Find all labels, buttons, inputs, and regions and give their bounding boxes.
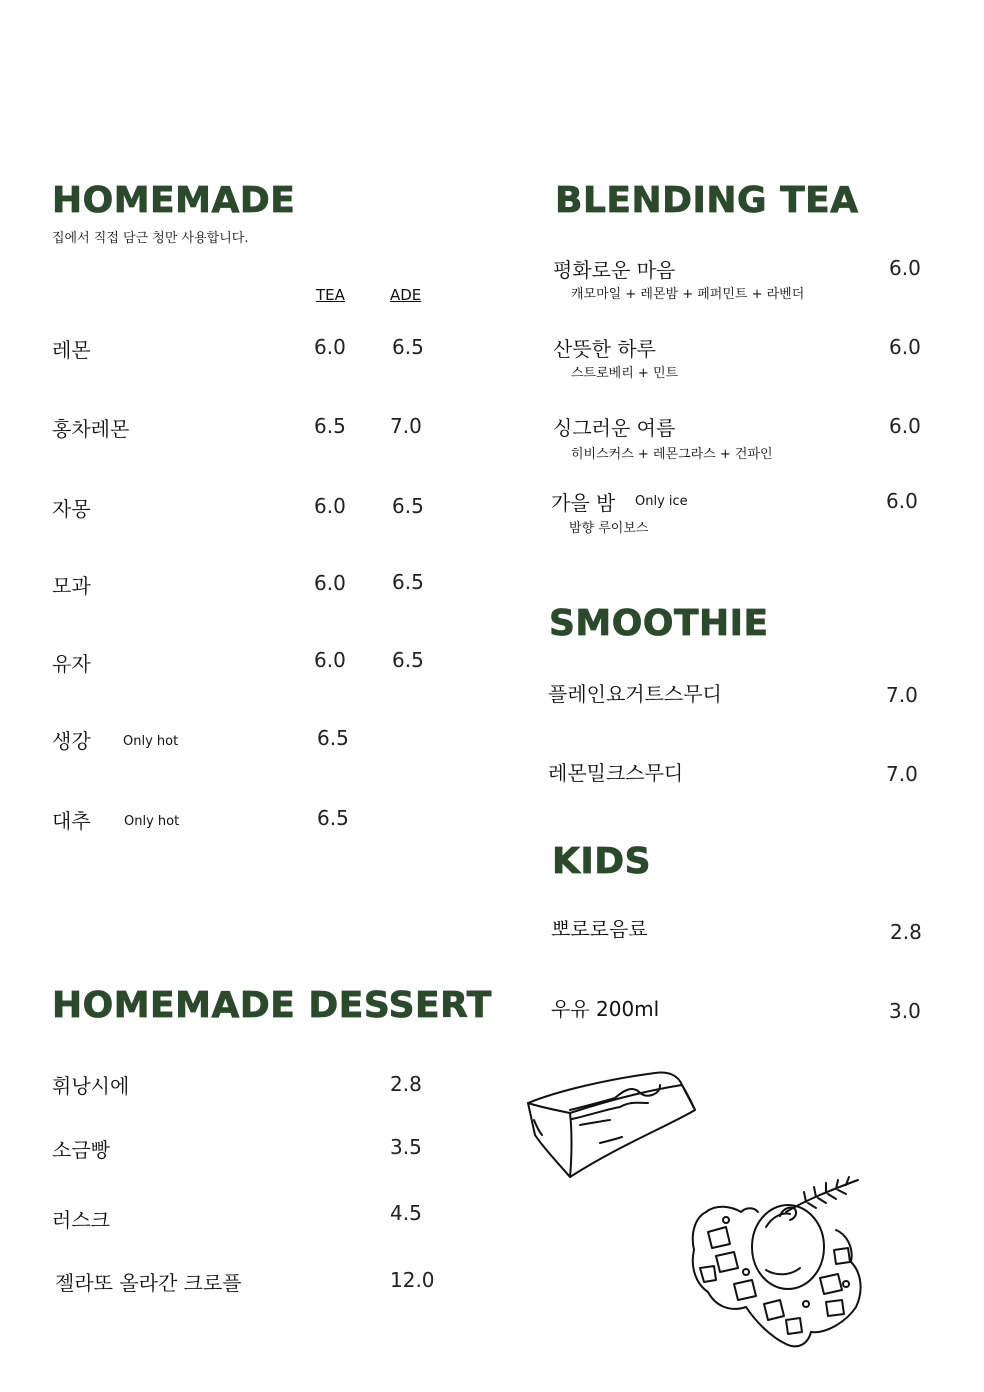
item-name: 유자 (52, 652, 91, 676)
ade-price: 6.5 (392, 494, 424, 518)
item-description: 밤향 루이보스 (569, 521, 649, 536)
item-name: 젤라또 올라간 크로플 (55, 1271, 242, 1295)
item-price: 6.0 (886, 489, 918, 513)
item-price: 3.0 (889, 999, 921, 1023)
item-price: 4.5 (390, 1201, 422, 1225)
item-price: 6.0 (889, 335, 921, 359)
item-price: 2.8 (890, 920, 922, 944)
item-name: 평화로운 마음 (553, 258, 676, 282)
only-hot-note: Only hot (123, 734, 179, 749)
item-price: 3.5 (390, 1135, 422, 1159)
item-price: 6.0 (889, 256, 921, 280)
tea-price: 6.5 (317, 806, 349, 830)
item-name: 우유 200ml (551, 997, 660, 1021)
blending-title: BLENDING TEA (555, 180, 859, 221)
item-name: 생강 (52, 729, 91, 753)
item-price: 7.0 (886, 683, 918, 707)
tea-column-header: TEA (316, 286, 345, 304)
item-name: 레몬 (52, 338, 91, 362)
smoothie-title: SMOOTHIE (549, 603, 769, 644)
item-name: 레몬밀크스무디 (548, 761, 684, 785)
homemade-subtitle: 집에서 직접 담근 청만 사용합니다. (52, 231, 249, 246)
item-name: 자몽 (52, 497, 91, 521)
item-name: 러스크 (52, 1208, 110, 1232)
dessert-title: HOMEMADE DESSERT (52, 985, 492, 1026)
tea-price: 6.0 (314, 494, 346, 518)
item-name: 휘낭시에 (52, 1074, 130, 1098)
item-price: 12.0 (390, 1268, 435, 1292)
item-description: 히비스커스 + 레몬그라스 + 건파인 (571, 447, 773, 462)
item-price: 7.0 (886, 762, 918, 786)
item-name: 플레인요거트스무디 (548, 682, 722, 706)
ade-column-header: ADE (390, 286, 422, 304)
only-ice-note: Only ice (635, 494, 688, 509)
only-hot-note: Only hot (124, 814, 180, 829)
item-name: 가을 밤 (551, 491, 616, 515)
pound-cake-sketch (520, 1065, 705, 1185)
item-name: 모과 (52, 574, 91, 598)
item-price: 2.8 (390, 1072, 422, 1096)
item-name: 싱그러운 여름 (553, 416, 676, 440)
item-name: 대추 (52, 809, 91, 833)
item-name: 뽀로로음료 (551, 917, 648, 941)
tea-price: 6.5 (317, 726, 349, 750)
tea-price: 6.0 (314, 571, 346, 595)
item-name: 홍차레몬 (52, 417, 130, 441)
item-name: 소금빵 (52, 1138, 110, 1162)
kids-title: KIDS (552, 841, 652, 882)
croffle-with-gelato-sketch (686, 1172, 866, 1357)
tea-price: 6.0 (314, 648, 346, 672)
ade-price: 6.5 (392, 570, 424, 594)
ade-price: 6.5 (392, 335, 424, 359)
ade-price: 6.5 (392, 648, 424, 672)
ade-price: 7.0 (390, 414, 422, 438)
homemade-title: HOMEMADE (52, 180, 296, 221)
item-description: 스트로베리 + 민트 (571, 366, 679, 381)
tea-price: 6.0 (314, 335, 346, 359)
item-description: 캐모마일 + 레몬밤 + 페퍼민트 + 라벤더 (571, 287, 805, 302)
item-name: 산뜻한 하루 (553, 337, 656, 361)
tea-price: 6.5 (314, 414, 346, 438)
item-price: 6.0 (889, 414, 921, 438)
